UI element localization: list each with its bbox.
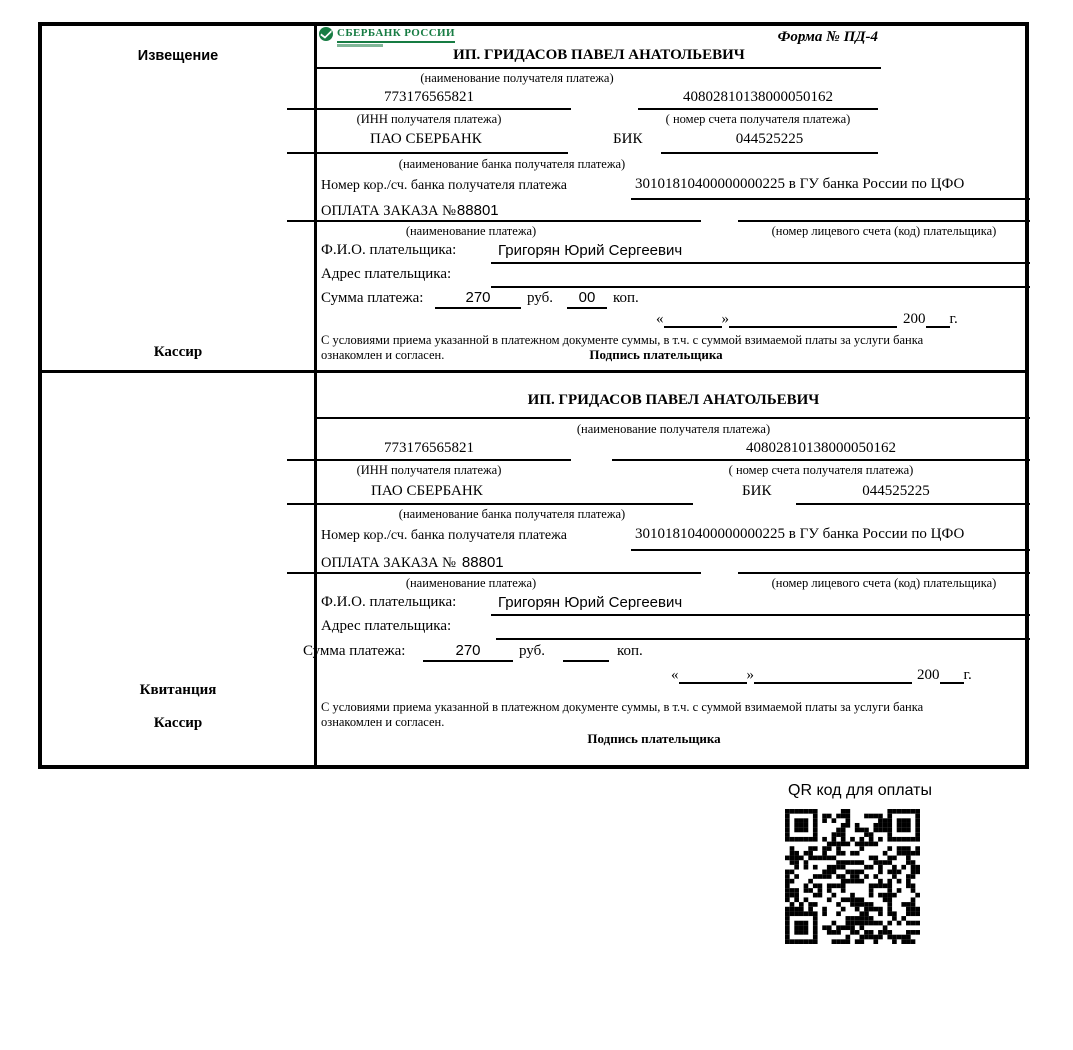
amount-label: Сумма платежа: xyxy=(303,643,406,659)
date-line xyxy=(656,311,958,328)
agreement-line1: С условиями приема указанной в платежном документе суммы, в т.ч. с суммой взимаемой платы за услуги банка xyxy=(321,700,924,714)
bank-caption: (наименование банка получателя платежа) xyxy=(398,507,626,521)
bik-label: БИК xyxy=(613,131,643,147)
rule-line xyxy=(796,503,1030,505)
address-label: Адрес плательщика: xyxy=(321,266,452,282)
section-notice xyxy=(42,26,1025,373)
sberbank-logo-text: СБЕРБАНК РОССИИ xyxy=(337,27,455,39)
payee-account-value: 40802810138000050162 xyxy=(683,89,833,105)
inn-caption: (ИНН получателя платежа) xyxy=(356,112,502,126)
receipt-label: Квитанция xyxy=(139,682,217,698)
date-year-blank xyxy=(940,668,964,684)
date-year-suffix: г. xyxy=(949,311,958,327)
rub-label: руб. xyxy=(527,290,553,306)
date-year: 200 xyxy=(917,667,940,683)
fio-label: Ф.И.О. плательщика: xyxy=(321,242,457,258)
payee-bank-value: ПАО СБЕРБАНК xyxy=(371,483,483,499)
payee-name: ИП. ГРИДАСОВ ПАВЕЛ АНАТОЛЬЕВИЧ xyxy=(453,47,745,63)
payee-bank-value: ПАО СБЕРБАНК xyxy=(370,131,482,147)
rule-line xyxy=(317,417,1030,419)
notice-left-column xyxy=(42,26,317,370)
qr-code xyxy=(785,809,920,944)
corr-account-value: 30101810400000000225 в ГУ банка России по ЦФО xyxy=(635,176,965,192)
signature-label: Подпись плательщика xyxy=(589,347,723,362)
inn-caption: (ИНН получателя платежа) xyxy=(356,463,502,477)
order-label: ОПЛАТА ЗАКАЗА № xyxy=(321,555,456,571)
bik-label: БИК xyxy=(742,483,772,499)
rule-line xyxy=(287,459,571,461)
payee-name-caption: (наименование получателя платежа) xyxy=(576,422,771,436)
date-month-blank xyxy=(754,668,912,684)
rule-line xyxy=(287,108,571,110)
date-quote-open: « xyxy=(671,667,679,683)
signature-label: Подпись плательщика xyxy=(587,731,721,746)
order-number: 88801 xyxy=(456,202,499,219)
rule-line xyxy=(631,549,1030,551)
amount-kop-value xyxy=(563,642,609,662)
rule-line xyxy=(738,220,1030,222)
order-number: 88801 xyxy=(461,554,504,571)
date-year: 200 xyxy=(903,311,926,327)
rule-line xyxy=(738,572,1030,574)
corr-account-value: 30101810400000000225 в ГУ банка России по ЦФО xyxy=(635,526,965,542)
amount-rub-value: 270 xyxy=(423,642,513,662)
form-number-label: Форма № ПД-4 xyxy=(777,29,878,45)
receipt-content xyxy=(303,373,1025,765)
amount-label: Сумма платежа: xyxy=(321,290,424,306)
qr-label: QR код для оплаты xyxy=(788,782,933,799)
fio-value: Григорян Юрий Сергеевич xyxy=(498,242,683,259)
rule-line xyxy=(317,67,881,69)
receipt-cashier-label: Кассир xyxy=(153,715,203,731)
corr-account-label: Номер кор./сч. банка получателя платежа xyxy=(321,528,567,543)
fio-value: Григорян Юрий Сергеевич xyxy=(498,594,683,611)
corr-account-label: Номер кор./сч. банка получателя платежа xyxy=(321,178,567,193)
rule-line xyxy=(287,572,701,574)
rule-line xyxy=(496,638,1030,640)
payee-account-value: 40802810138000050162 xyxy=(746,440,896,456)
date-day-blank xyxy=(664,312,722,328)
payment-form-pd4 xyxy=(38,22,1029,769)
bik-value: 044525225 xyxy=(862,483,930,499)
amount-rub-value: 270 xyxy=(435,289,521,309)
date-line xyxy=(671,667,972,684)
bik-value: 044525225 xyxy=(735,131,804,147)
rule-line xyxy=(287,152,568,154)
personal-account-caption: (номер лицевого счета (код) плательщика) xyxy=(771,576,997,590)
payment-name-caption: (наименование платежа) xyxy=(405,224,537,238)
rule-line xyxy=(638,108,878,110)
qr-code-image xyxy=(785,809,920,944)
notice-cashier-label: Кассир xyxy=(153,344,203,360)
payee-name: ИП. ГРИДАСОВ ПАВЕЛ АНАТОЛЬЕВИЧ xyxy=(527,392,820,408)
payee-inn-value: 773176565821 xyxy=(384,440,474,456)
agreement-line2: ознакомлен и согласен. xyxy=(321,715,445,729)
address-label: Адрес плательщика: xyxy=(321,618,452,634)
kop-label: коп. xyxy=(613,290,639,306)
amount-kop-value: 00 xyxy=(567,289,607,309)
bank-caption: (наименование банка получателя платежа) xyxy=(398,157,626,171)
date-quote-close: » xyxy=(721,311,729,327)
fio-label: Ф.И.О. плательщика: xyxy=(321,594,457,610)
payee-inn-value: 773176565821 xyxy=(384,89,474,105)
date-month-blank xyxy=(729,312,897,328)
kop-label: коп. xyxy=(617,643,643,659)
date-year-blank xyxy=(926,312,950,328)
notice-content xyxy=(317,26,1025,370)
date-quote-close: » xyxy=(746,667,754,683)
agreement-line2: ознакомлен и согласен. xyxy=(321,348,445,362)
date-quote-open: « xyxy=(656,311,664,327)
account-caption: ( номер счета получателя платежа) xyxy=(728,463,914,477)
payee-name-caption: (наименование получателя платежа) xyxy=(420,71,614,85)
rule-line xyxy=(491,614,1030,616)
receipt-left-column xyxy=(42,373,317,765)
date-year-suffix: г. xyxy=(963,667,972,683)
rub-label: руб. xyxy=(519,643,545,659)
rule-line xyxy=(287,503,693,505)
order-label: ОПЛАТА ЗАКАЗА № xyxy=(321,203,456,219)
rule-line xyxy=(491,286,1030,288)
payment-name-caption: (наименование платежа) xyxy=(405,576,537,590)
notice-label: Извещение xyxy=(137,48,219,64)
personal-account-caption: (номер лицевого счета (код) плательщика) xyxy=(771,224,997,238)
rule-line xyxy=(612,459,1030,461)
rule-line xyxy=(287,220,701,222)
section-receipt xyxy=(42,373,1025,765)
rule-line xyxy=(661,152,878,154)
rule-line xyxy=(631,198,1030,200)
agreement-line1: С условиями приема указанной в платежном документе суммы, в т.ч. с суммой взимаемой платы за услуги банка xyxy=(321,333,924,347)
date-day-blank xyxy=(679,668,747,684)
rule-line xyxy=(491,262,1030,264)
account-caption: ( номер счета получателя платежа) xyxy=(665,112,851,126)
